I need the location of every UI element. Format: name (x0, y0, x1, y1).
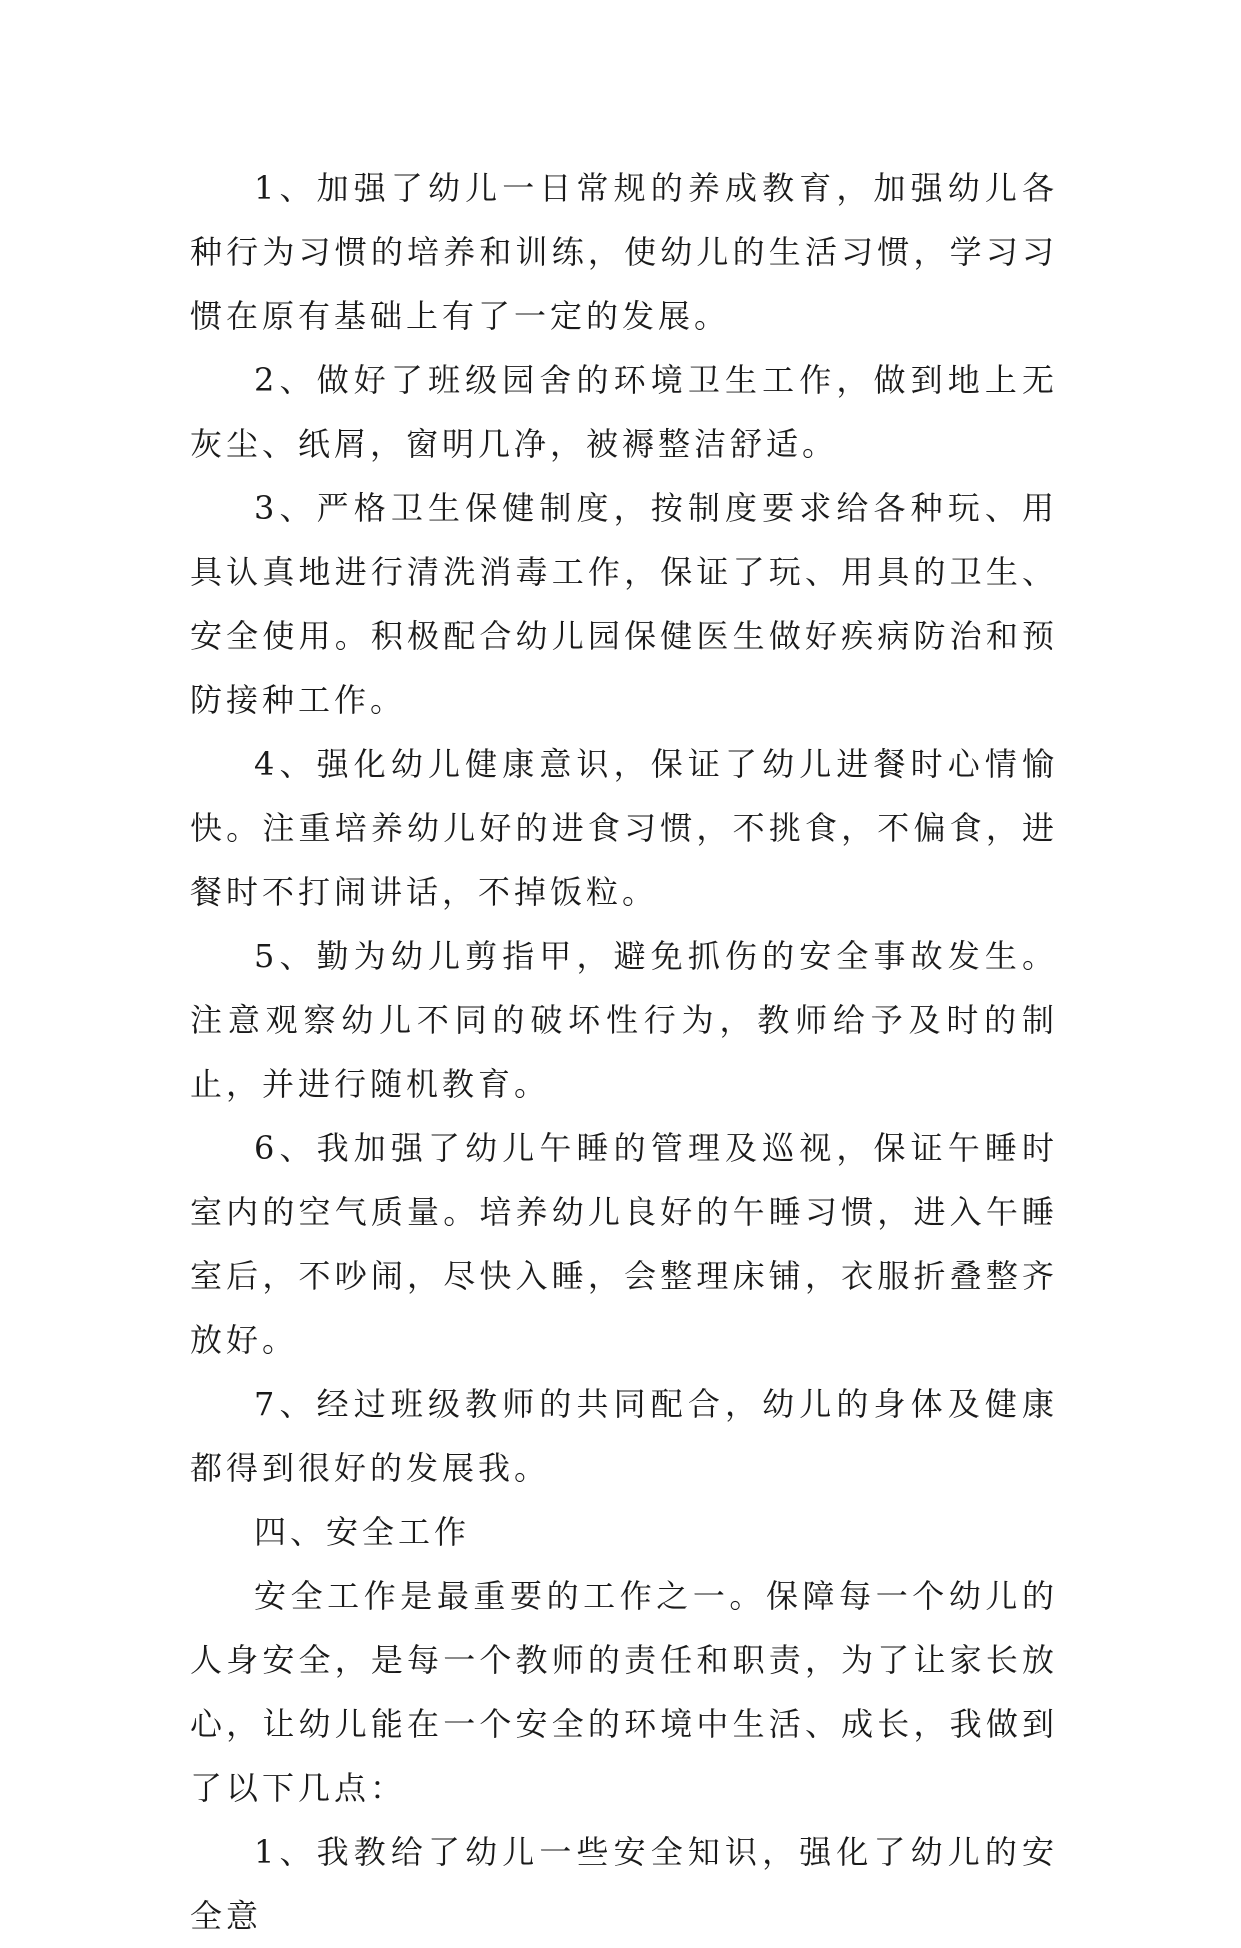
paragraph-hygiene-6: 6、我加强了幼儿午睡的管理及巡视，保证午睡时室内的空气质量。培养幼儿良好的午睡习惯，进入午睡室后，不吵闹，尽快入睡，会整理床铺，衣服折叠整齐放好。 (190, 1129, 1058, 1359)
section-heading-safety: 四、安全工作 (254, 1513, 471, 1551)
paragraph-hygiene-4: 4、强化幼儿健康意识，保证了幼儿进餐时心情愉快。注重培养幼儿好的进食习惯，不挑食，不偏食，进餐时不打闹讲话，不掉饭粒。 (190, 745, 1058, 911)
document-body (190, 156, 1058, 1948)
paragraph-hygiene-3: 3、严格卫生保健制度，按制度要求给各种玩、用具认真地进行清洗消毒工作，保证了玩、用具的卫生、安全使用。积极配合幼儿园保健医生做好疾病防治和预防接种工作。 (190, 489, 1058, 719)
paragraph-hygiene-1: 1、加强了幼儿一日常规的养成教育，加强幼儿各种行为习惯的培养和训练，使幼儿的生活习惯，学习习惯在原有基础上有了一定的发展。 (190, 169, 1058, 335)
paragraph-safety-intro: 安全工作是最重要的工作之一。保障每一个幼儿的人身安全，是每一个教师的责任和职责，为了让家长放心，让幼儿能在一个安全的环境中生活、成长，我做到了以下几点： (190, 1577, 1058, 1807)
paragraph-hygiene-5: 5、勤为幼儿剪指甲，避免抓伤的安全事故发生。注意观察幼儿不同的破坏性行为，教师给予及时的制止，并进行随机教育。 (190, 937, 1058, 1103)
paragraph-safety-1: 1、我教给了幼儿一些安全知识，强化了幼儿的安全意 (190, 1833, 1058, 1935)
paragraph-hygiene-7: 7、经过班级教师的共同配合，幼儿的身体及健康都得到很好的发展我。 (190, 1385, 1058, 1487)
paragraph-hygiene-2: 2、做好了班级园舍的环境卫生工作，做到地上无灰尘、纸屑，窗明几净，被褥整洁舒适。 (190, 361, 1058, 463)
